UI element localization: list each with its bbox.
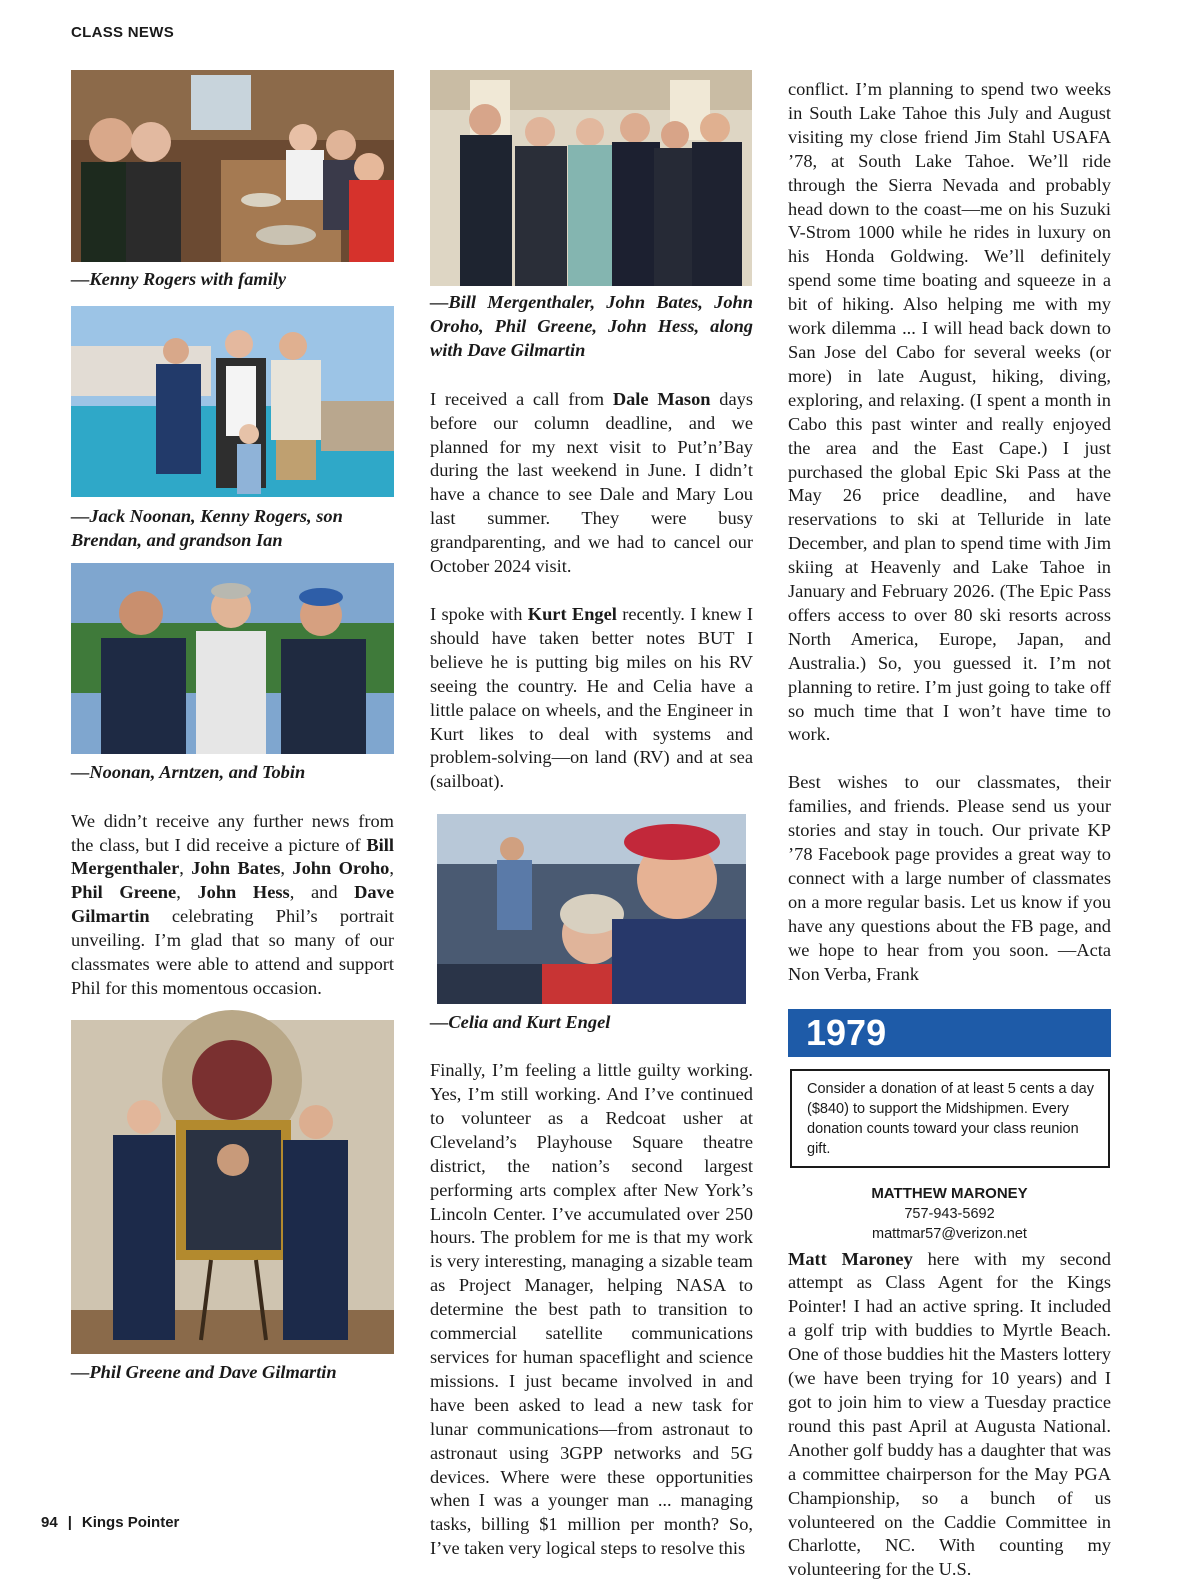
column-2 [430,70,753,1561]
agent-email: mattmar57@verizon.net [872,1225,1027,1242]
class-agent-contact [788,1184,1111,1244]
donation-notice: Consider a donation of at least 5 cents a day ($840) to support the Midshipmen. Every donation counts toward your class reunion gift. [790,1069,1110,1168]
body-paragraph: conflict. I’m planning to spend two weeks in South Lake Tahoe this July and August visiting my close friend Jim Stahl USAFA ’78, at South Lake Tahoe. We’ll ride through the Sierra Nevada and probably head down to the coast—me on his Suzuki V-Strom 1000 while he rides in luxury on his Honda Goldwing. We’ll definitely spend some time boating and squeeze in a bit of hiking. Also helping me with my work dilemma ... I will head back down to San Jose del Cabo for several weeks (or more) in late August, hiking, diving, exploring, and relaxing. (I spent a month in Cabo this past winter and really enjoyed the area and the East Cape.) I just purchased the global Epic Ski Pass at the May 26 price deadline, and have reservations to ski at Telluride in late December, and plan to spend time with Jim skiing at Heavenly and Lake Tahoe in January and February 2026. (The Epic Pass offers access to over 80 ski resorts across North America, Europe, Japan, and Australia.) So, you guessed it. I’m not planning to retire. I’m just going to take off so much time that I won’t have time to work. [788,79,1111,745]
body-paragraph: I spoke with Kurt Engel recently. I knew I should have taken better notes BUT I believe he is putting big miles on his RV seeing the country. He and Celia have a little palace on wheels, and the Engineer in Kurt likes to deal with systems and problem-solving—on land (RV) and at sea (sailboat). [430,603,753,792]
photo-caption: —Noonan, Arntzen, and Tobin [71,761,306,782]
photo-portrait-unveiling [71,1020,394,1354]
photo-kenny-rogers-family [71,70,394,262]
body-paragraph: Finally, I’m feeling a little guilty working. Yes, I’m still working. And I’ve continued to volunteer as a Redcoat usher at Cleveland’s Playhouse Square theatre district, the nation’s second largest performing arts complex after New York’s Lincoln Center. I’ve accumulated over 250 hours. The problem for me is that my work is very interesting, managing a sizable team as Project Manager, helping NASA to determine the best path to transition to commercial satellite communications services for human spaceflight and science missions. I just became involved in and have been asked to lead a new task for lunar communications—from astronaut to astronaut using 3GPP networks and 5G devices. Where were these opportunities when I was a younger man ... managing tasks, billing $1 million per month? So, I’ve taken very logical steps to resolve this [430,1060,753,1559]
body-paragraph: I received a call from Dale Mason days before our column deadline, and we planned for my next visit to Put’n’Bay during the last weekend in June. I didn’t have a chance to see Dale and Mary Lou last summer. They were busy grandparenting, and we had to cancel our October 2024 visit. [430,388,754,577]
body-paragraph: Best wishes to our classmates, their families, and friends. Please send us your stories and stay in touch. Our private KP ’78 Facebook page provides a great way to connect with a large number of classmates on a more regular basis. Let us know if you have any questions about the FB page, and we hope to hear from you soon. —Acta Non Verba, Frank [788,772,1111,984]
photo-caption: —Phil Greene and Dave Gilmartin [71,1361,337,1382]
publication-name: Kings Pointer [81,1514,180,1531]
agent-name: MATTHEW MARONEY [871,1184,1028,1202]
photo-caption: —Jack Noonan, Kenny Rogers, son Brendan, and grandson Ian [71,505,343,550]
photo-celia-kurt-engel [437,814,746,1004]
column-1 [71,70,394,1385]
photo-noonan-rogers-pool [71,306,394,497]
column-3 [788,78,1111,1582]
photo-caption: —Celia and Kurt Engel [430,1012,611,1033]
photo-caption: —Kenny Rogers with family [71,269,287,289]
photo-noonan-arntzen-tobin [71,563,394,754]
running-head: CLASS NEWS [71,24,175,41]
page-footer [41,1514,179,1531]
photo-classmates-group [430,70,752,286]
page-number: 94 [41,1514,58,1531]
body-paragraph: We didn’t receive any further news from the class, but I did receive a picture of Bill Mergenthaler, John Bates, John Oroho, Phil Greene, John Hess, and Dave Gilmartin celebrating Phil’s portrait unveiling. I’m glad that so many of our classmates were able to attend and support Phil for this momentous occasion. [71,810,394,998]
agent-phone: 757-943-5692 [904,1205,995,1222]
footer-separator: | [67,1514,72,1531]
class-year-banner: 1979 [788,1009,1111,1057]
photo-caption: —Bill Mergenthaler, John Bates, John Oroho, Phil Greene, John Hess, along with Dave Gilmartin [430,292,753,360]
body-paragraph: Matt Maroney here with my second attempt as Class Agent for the Kings Pointer! I had an active spring. It included a golf trip with buddies to Myrtle Beach. One of those buddies hit the Masters lottery (we have been trying for 10 years) and I got to join him to view a Tuesday practice round this past April at Augusta National. Another golf buddy has a daughter that was a committee chairperson for the May PGA Championship, so a bunch of us volunteered on the Caddie Committee in Charlotte, NC. With counting my volunteering for the U.S. [788,1248,1111,1580]
